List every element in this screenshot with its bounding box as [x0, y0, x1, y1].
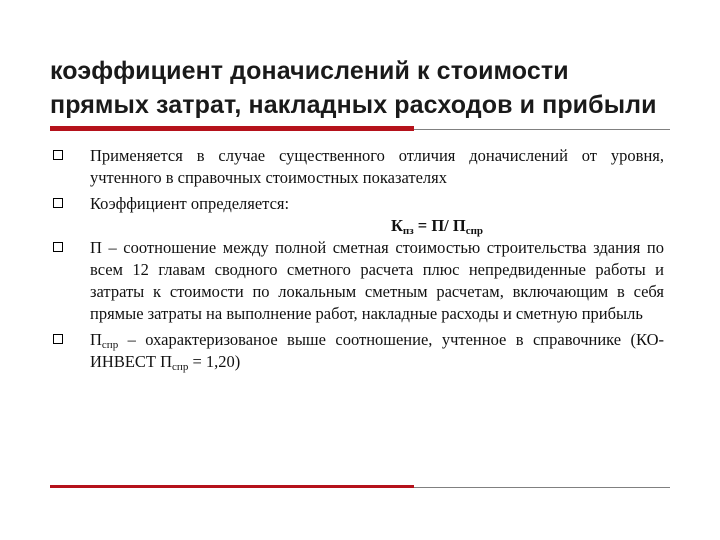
- list-item-text-end: = 1,20): [188, 352, 241, 371]
- hollow-square-bullet-icon: [53, 198, 63, 208]
- slide-title: [50, 54, 690, 122]
- list-item: [50, 237, 664, 325]
- title-line-1: коэффициент доначислений к стоимости: [50, 57, 569, 85]
- formula-p-subscript: спр: [465, 225, 484, 237]
- p-symbol: П: [90, 330, 102, 349]
- bullet-list: [50, 145, 664, 373]
- hollow-square-bullet-icon: [53, 150, 63, 160]
- p-subscript: спр: [101, 339, 119, 351]
- hollow-square-bullet-icon: [53, 334, 63, 344]
- list-item-text: [90, 329, 664, 373]
- hollow-square-bullet-icon: [53, 242, 63, 252]
- list-item-text: Применяется в случае существенного отличия доначислений от уровня, учтенного в справочных стоимостных показателях: [90, 146, 664, 187]
- p-subscript-2: спр: [172, 361, 189, 373]
- list-item: [50, 329, 664, 373]
- formula-k-subscript: пз: [402, 225, 414, 237]
- list-item-text-rest: – охарактеризованое выше соотношение, учтенное в справочнике (КО-ИНВЕСТ П: [90, 330, 664, 371]
- footer-divider-red: [50, 485, 414, 488]
- formula-k: К: [390, 216, 403, 235]
- formula: [170, 215, 664, 237]
- list-item-text: П – соотношение между полной сметная стоимостью строительства здания по всем 12 главам сводного сметного расчета плюс непредвиденные работы и затраты к стоимости по локальным сметным расчетам, включающим в себя прямые затраты на выполнение работ, накладные расходы и сметную прибыль: [90, 238, 664, 323]
- list-item-text: Коэффициент определяется:: [90, 194, 290, 213]
- list-item: [50, 145, 664, 189]
- title-line-2: прямых затрат, накладных расходов и прибыли: [50, 91, 657, 119]
- list-item: [50, 193, 664, 215]
- title-divider-red: [50, 126, 414, 131]
- formula-equals: = П/ П: [413, 216, 466, 235]
